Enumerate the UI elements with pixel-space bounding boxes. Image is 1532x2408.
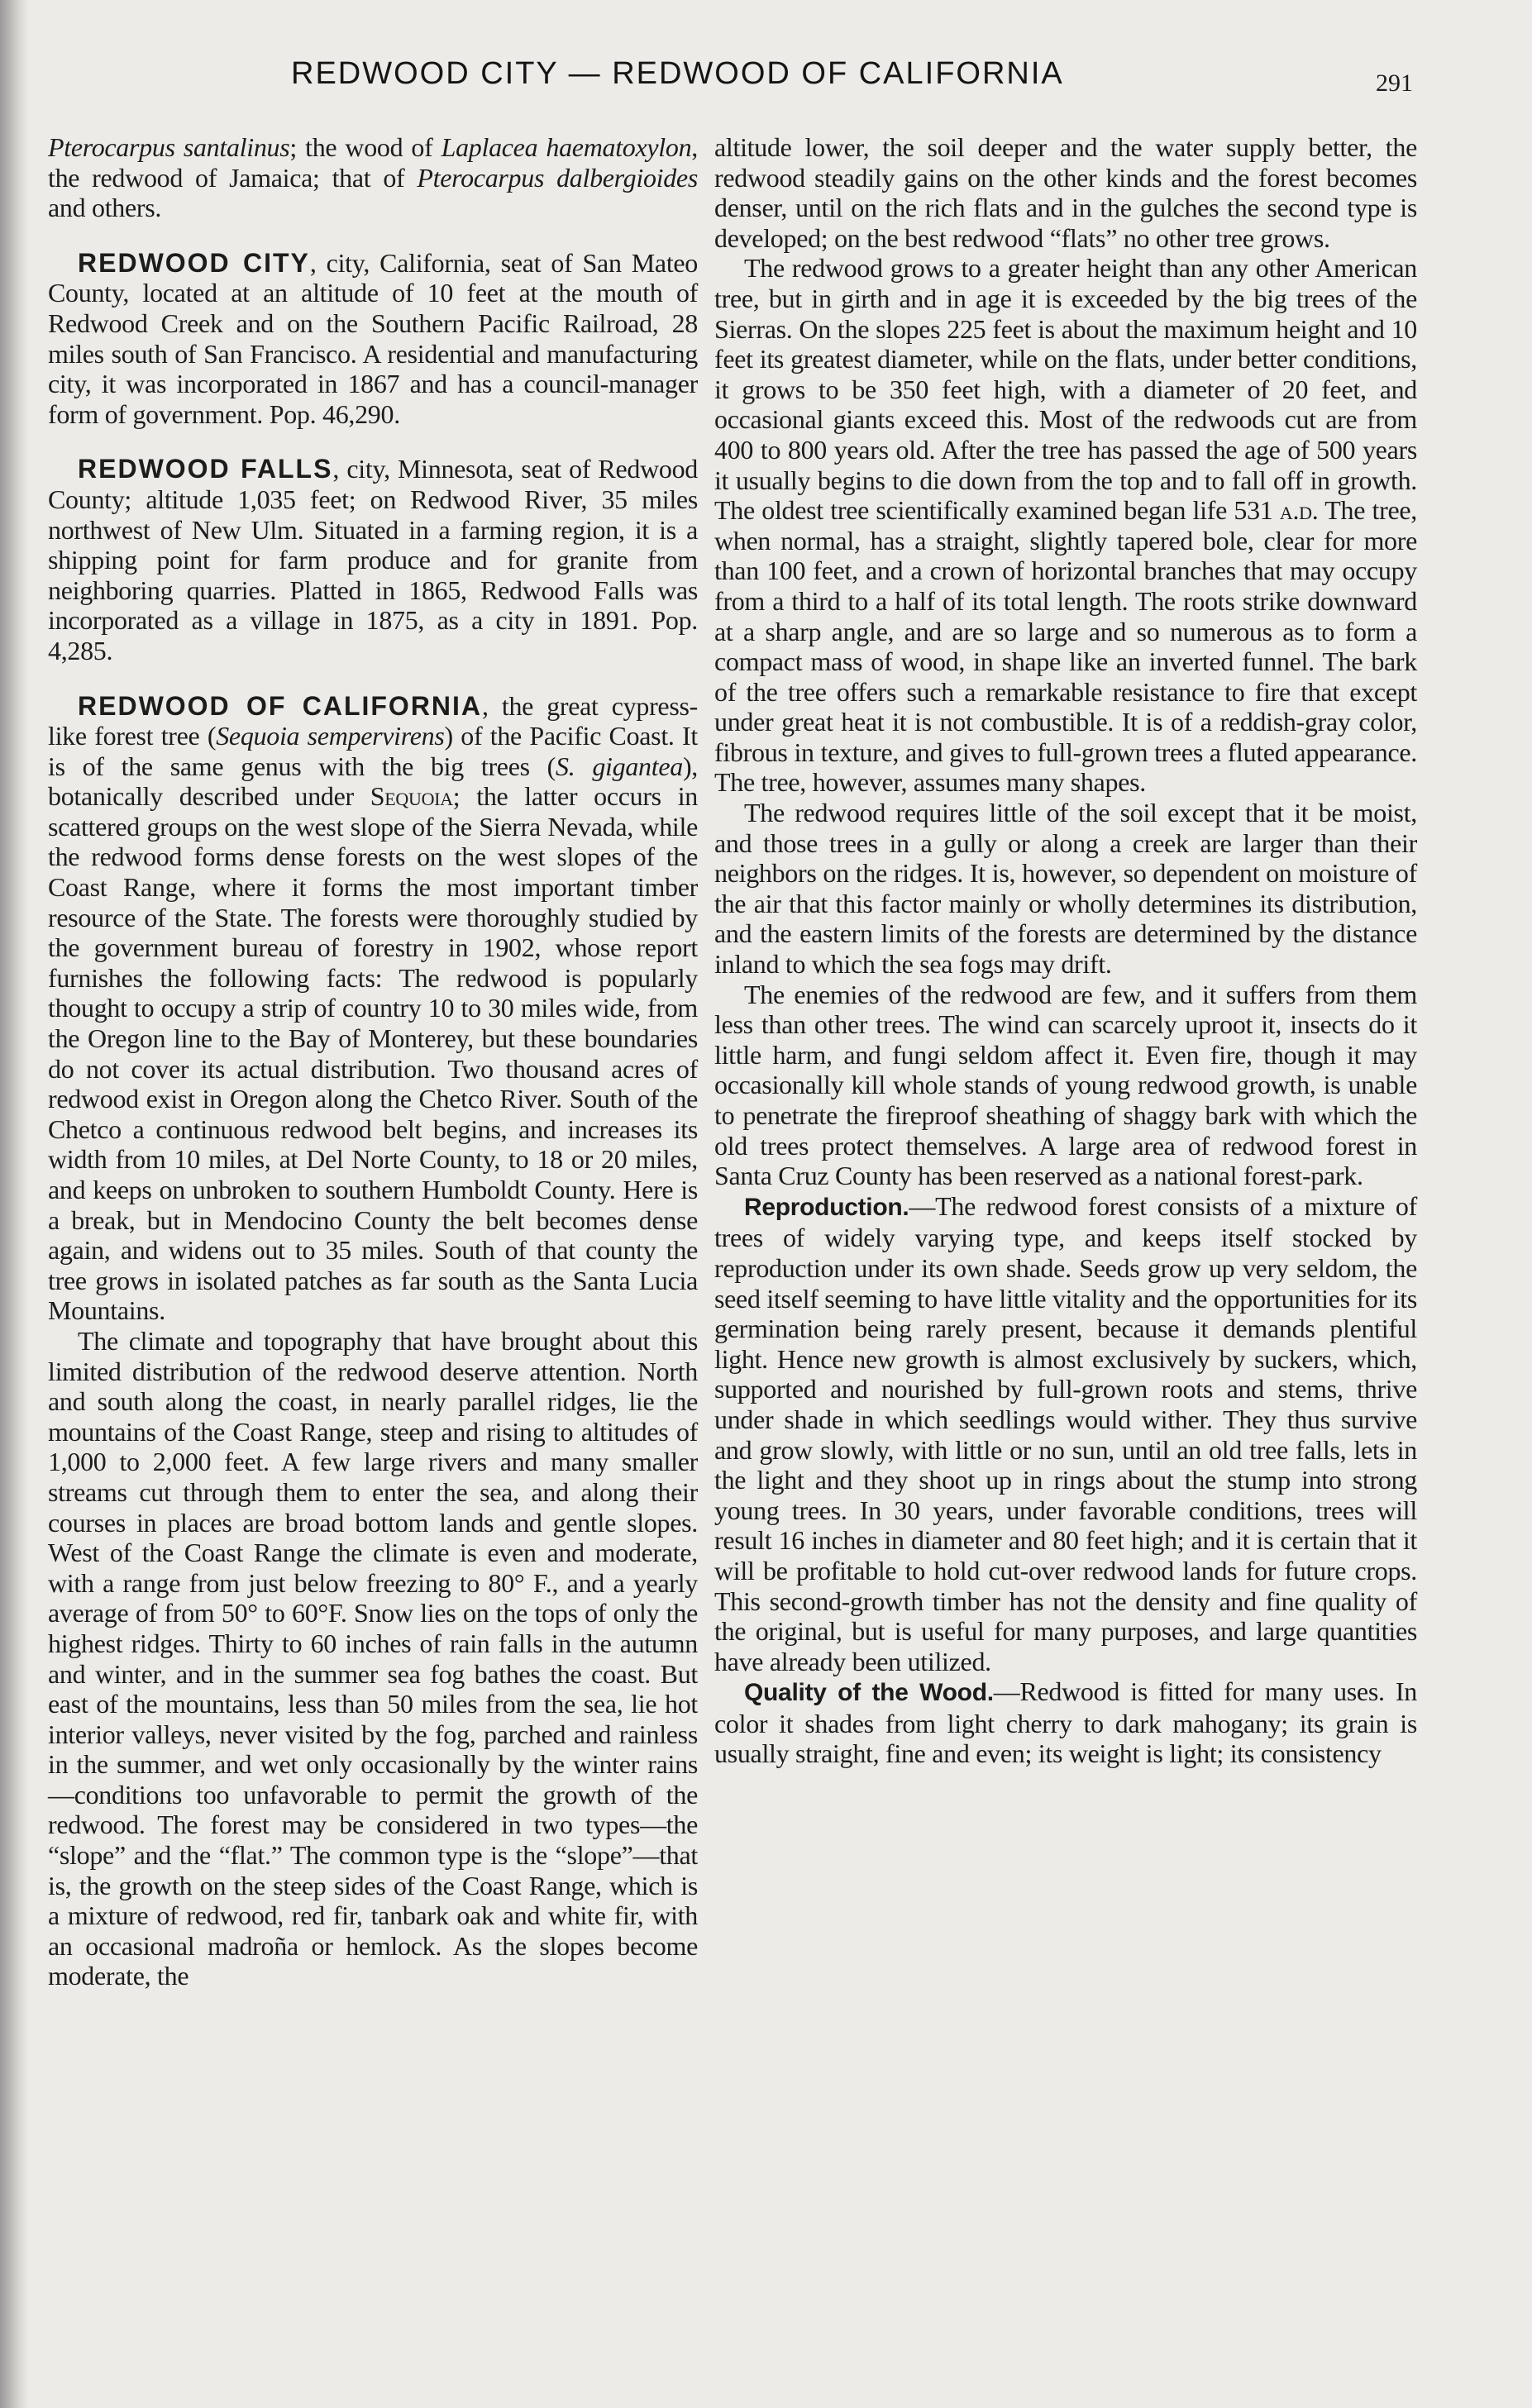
paragraph [48,454,698,665]
text-run: S. gigantea [556,751,683,781]
entry-heading: REDWOOD FALLS [78,454,333,484]
text-run: ; the latter occurs in scattered groups on the west slope of the Sierra Nevada, while the redwood forms dense forests on the west slopes of the Coast Range, where it forms the most important timber resource of the State. The forests were thoroughly studied by the government bureau of forestry in 1902, whose report furnishes the following facts: The redwood is popularly thought to occupy a strip of country 10 to 30 miles wide, from the Oregon line to the Bay of Monterey, but these boundaries do not cover its actual distribution. Two thousand acres of redwood exist in Oregon along the Chetco River. South of the Chetco a continuous redwood belt begins, and increases its width from 10 miles, at Del Norte County, to 18 or 20 miles, and keeps on unbroken to southern Humboldt County. Here is a break, but in Mendocino County the belt becomes dense again, and widens out to 35 miles. South of that county the tree grows in isolated patches as far south as the Santa Lucia Mountains. [48,781,698,1326]
paragraph [48,132,698,223]
paragraph [714,980,1417,1191]
entry-heading: REDWOOD CITY [78,247,310,278]
text-run: , the great cypress-like forest tree ( [48,690,698,751]
text-run: The tree, when normal, has a straight, slightly tapered bole, clear for more than 100 feet, and a crown of horizontal branches that may occupy from a third to a half of its total length. The roots strike downward at a sharp angle, and are so large and so numerous as to form a compact mass of wood, in shape like an inverted funnel. The bark of the tree offers such a remarkable resistance to fire that except under great heat it is not combustible. It is of a reddish-gray color, fibrous in texture, and gives to full-grown trees a fluted appearance. The tree, however, assumes many shapes. [714,495,1417,798]
text-run: Sequoia [370,781,453,812]
text-run: , the redwood of Jamaica; that of [48,132,698,193]
subsection-heading: Reproduction. [744,1193,909,1221]
paragraph [714,253,1417,798]
text-run: , city, Minnesota, seat of Redwood County; altitude 1,035 feet; on Redwood River, 35 miles northwest of New Ulm. Situated in a farming region, it is a shipping point for farm produce and for granite from neighboring quarries. Platted in 1865, Redwood Falls was incorporated as a village in 1875, as a city in 1891. Pop. 4,285. [48,454,698,665]
text-run: ) of the Pacific Coast. It is of the same genus with the big trees ( [48,721,698,781]
paragraph [714,1676,1417,1769]
entry-heading: REDWOOD OF CALIFORNIA [78,690,483,721]
text-run: Laplacea haematoxylon [441,132,692,162]
text-run: Pterocarpus santalinus [48,132,290,162]
page-binding-shadow [0,0,28,2408]
paragraph [48,1326,698,1991]
text-run: The redwood grows to a greater height than any other American tree, but in girth and in age it is exceeded by the big trees of the Sierras. On the slopes 225 feet is about the maximum height and 10 feet its greatest diameter, while on the flats, under better conditions, it grows to be 350 feet high, with a diameter of 20 feet, and occasional giants exceed this. Most of the redwoods cut are from 400 to 800 years old. After the tree has passed the age of 500 years it usually begins to die down from the top and to fall off in growth. The oldest tree scientifically examined began life 531 [714,253,1417,526]
text-run: and others. [48,193,162,223]
subsection-heading: Quality of the Wood. [744,1679,994,1707]
text-run: a.d. [1279,495,1319,526]
text-run: The climate and topography that have brought about this limited distribution of the redwood deserve attention. North and south along the coast, in nearly parallel ridges, lie the mountains of the Coast Range, steep and rising to altitudes of 1,000 to 2,000 feet. A few large rivers and many smaller streams cut through them to enter the sea, and along their courses in places are broad bottom lands and gentle slopes. West of the Coast Range the climate is even and moderate, with a range from just below freezing to 80° F., and a yearly average of from 50° to 60°F. Snow lies on the tops of only the highest ridges. Thirty to 60 inches of rain falls in the autumn and winter, and in the summer sea fog bathes the coast. But east of the mountains, less than 50 miles from the sea, lie hot interior valleys, never visited by the fog, parched and rainless in the summer, and wet only occasionally by the winter rains—conditions too unfavorable to permit the growth of the redwood. The forest may be considered in two types—the “slope” and the “flat.” The common type is the “slope”—that is, the growth on the steep sides of the Coast Range, which is a mixture of redwood, red fir, tanbark oak and white fir, with an occasional madroña or hemlock. As the slopes become moderate, the [48,1325,698,1991]
left-column [48,132,698,1991]
page-number: 291 [1376,69,1413,97]
paragraph [48,691,698,1326]
paragraph [48,248,698,430]
text-run: —The redwood forest consists of a mixture of trees of widely varying type, and keeps itself stocked by reproduction under its own shade. Seeds grow up very seldom, the seed itself seeming to have little vitality and the opportunities for its germination being rarely present, because it demands plentiful light. Hence new growth is almost exclusively by suckers, which, supported and nourished by full-grown roots and stems, thrive under shade in which seedlings would wither. They thus survive and grow slowly, with little or no sun, until an old tree falls, lets in the light and they shoot up in rings about the stump into strong young trees. In 30 years, under favorable conditions, trees will result 16 inches in diameter and 80 feet high; and it is certain that it will be profitable to hold cut-over redwood lands for future crops. This second-growth timber has not the density and fine quality of the original, but is useful for many purposes, and large quantities have already been utilized. [714,1190,1417,1676]
paragraph [714,798,1417,980]
running-header: REDWOOD CITY — REDWOOD OF CALIFORNIA [291,56,1064,91]
text-run: Pterocarpus dalbergioides [417,162,698,193]
text-run: Sequoia sempervirens [216,721,445,751]
text-run: ), botanically described under [48,751,699,812]
text-run: The enemies of the redwood are few, and it suffers from them less than other trees. The wind can scarcely uproot it, insects do it little harm, and fungi seldom affect it. Even fire, though it may occasionally kill whole stands of young redwood growth, is unable to penetrate the fireproof sheathing of shaggy bark with which the old trees protect themselves. A large area of redwood forest in Santa Cruz County has been reserved as a national forest-park. [714,979,1417,1191]
paragraph [714,132,1417,253]
text-run: , city, California, seat of San Mateo County, located at an altitude of 10 feet at the mouth of Redwood Creek and on the Southern Pacific Railroad, 28 miles south of San Francisco. A residential and manufacturing city, it was incorporated in 1867 and has a council-manager form of government. Pop. 46,290. [48,247,699,429]
paragraph [714,1191,1417,1677]
text-run: ; the wood of [289,132,441,162]
text-run: The redwood requires little of the soil except that it be moist, and those trees in a gully or along a creek are larger than their neighbors on the ridges. It is, however, so dependent on moisture of the air that this factor mainly or wholly determines its distribution, and the eastern limits of the forests are determined by the distance inland to which the sea fogs may drift. [714,798,1417,980]
right-column [714,132,1417,1769]
text-run: altitude lower, the soil deeper and the water supply better, the redwood steadily gains on the other kinds and the forest becomes denser, until on the rich flats and in the gulches the second type is developed; on the best redwood “flats” no other tree grows. [714,132,1417,253]
text-run: —Redwood is fitted for many uses. In color it shades from light cherry to dark mahogany; its grain is usually straight, fine and even; its weight is light; its consistency [714,1676,1417,1769]
